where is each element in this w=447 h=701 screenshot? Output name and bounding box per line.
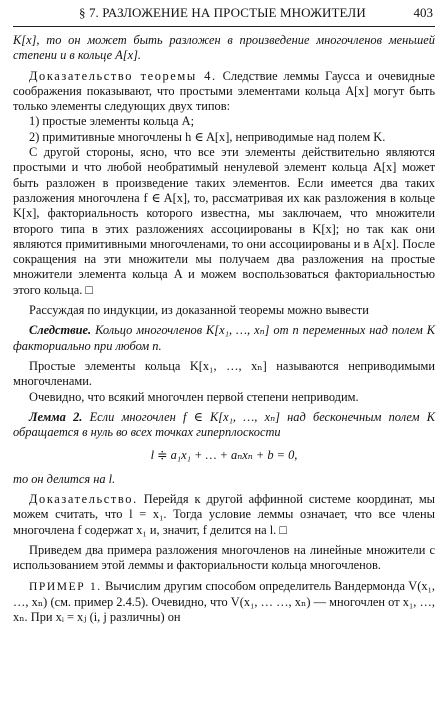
proof-paragraph: Доказательство теоремы 4. Следствие леммы Гаусса и очевидные соображения показывают, что простыми элементами кольца A[x] могут быть только элементы следующих двух типов: [13,68,435,114]
example-paragraph: ПРИМЕР 1. Вычислим другим способом определитель Вандермонда V(x₁, …, xₙ) (см. пример 2.4.5). Очевидно, что V(x₁, … …, xₙ) — многочлен от x₁, …, xₙ. При xᵢ = xⱼ (i, j различны) он [13,578,435,625]
running-header [13,0,435,27]
paragraph: Приведем два примера разложения многочленов на линейные множители с использованием этой леммы и факториальности кольца многочленов. [13,542,435,573]
section-title: § 7. РАЗЛОЖЕНИЕ НА ПРОСТЫЕ МНОЖИТЕЛИ [79,5,366,20]
paragraph: Рассуждая по индукции, из доказанной теоремы можно вывести [29,303,369,318]
lemma: Лемма 2. Если многочлен f ∈ K[x₁, …, xₙ] над бесконечным полем K обращается в нуль во всех точках гиперплоскости [13,409,435,440]
paragraph: Простые элементы кольца K[x₁, …, xₙ] называются неприводимыми многочленами. [13,358,435,389]
paragraph: С другой стороны, ясно, что все эти элементы действительно являются простыми и что любой необратимый ненулевой элемент кольца A[x] может быть разложен в произведение таких элементов. Если имеется два таких разложения многочлена f ∈ A[x], то, рассматривая их как разложения в кольце K[x], факториальность которого известна, мы заключаем, что множители второго типа в этих разложениях ассоциированы в K[x]; но так как они являются примитивными многочленами, то они ассоциированы и в A[x]. После сокращения на эти множители мы получаем два разложения на простые множители элемента кольца A и можем воспользоваться факториальностью этого кольца. □ [13,145,435,297]
list-item: 2) примитивные многочлены h ∈ A[x], неприводимые над полем K. [29,129,386,144]
page-number: 403 [413,5,433,20]
example-label: ПРИМЕР 1. [29,580,102,593]
corollary-label: Следствие. [29,323,92,338]
page-body [13,33,435,625]
paragraph: K[x], то он может быть разложен в произведение многочленов меньшей степени и в кольце A[x]. [13,33,435,63]
proof-label: Доказательство. [29,492,138,507]
proof-label: Доказательство теоремы 4. [29,68,217,83]
paragraph: то он делится на l. [13,471,116,486]
lemma-label: Лемма 2. [29,409,83,424]
paragraph: Очевидно, что всякий многочлен первой степени неприводим. [29,389,359,404]
list-item: 1) простые элементы кольца A; [29,114,195,129]
corollary: Следствие. Кольцо многочленов K[x₁, …, xₙ] от n переменных над полем K факториально при любом n. [13,323,435,353]
formula: l ≑ a₁x₁ + … + aₙxₙ + b = 0, [150,448,298,463]
proof-paragraph: Доказательство. Перейдя к другой аффинной системе координат, мы можем считать, что l = x₁. Тогда условие леммы означает, что все члены многочлена f содержат x₁ и, значит, f делится на l. □ [13,492,435,537]
